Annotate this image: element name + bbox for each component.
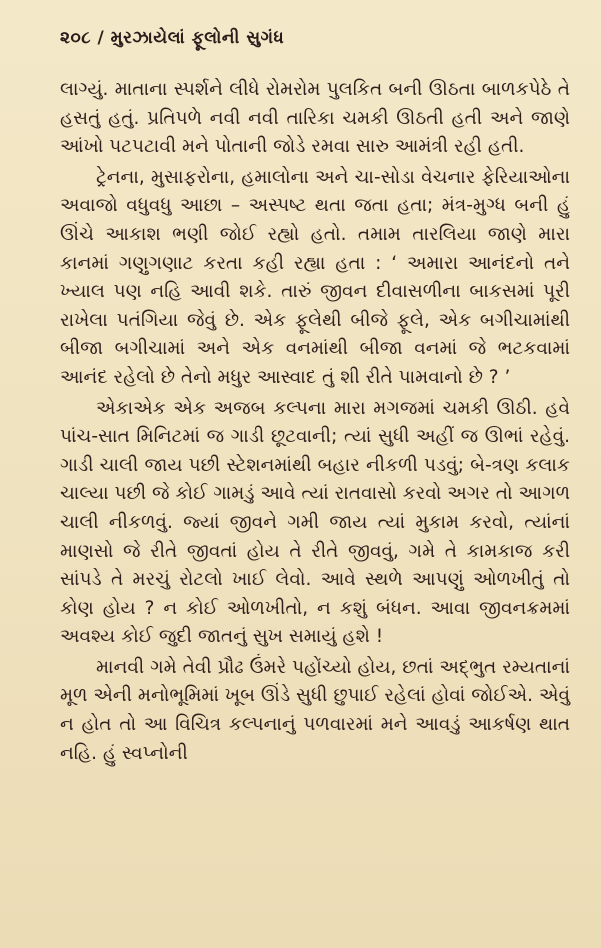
paragraph-1: લાગ્યું. માતાના સ્પર્શને લીધે રોમરોમ પુલકિત બની ઊઠતા બાળકપેઠે તે હસતું હતું. પ્રતિપળે નવી નવી તારિકા ચમકી ઊઠતી હતી અને જાણે આંખો પટપટાવી મને પોતાની જોડે રમવા સારુ આમંત્રી રહી હતી.: [60, 79, 570, 158]
running-head: ૨૦૮ / મુરઝાયેલાં ફૂલોની સુગંધ: [60, 28, 285, 48]
body-text: [60, 76, 570, 768]
paragraph-2: ટ્રેનના, મુસાફરોના, હમાલોના અને ચા-સોડા વેચનાર ફેરિયાઓના અવાજો વધુવધુ આછા – અસ્પષ્ટ થતા જતા હતા; મંત્ર-મુગ્ધ બની હું ઊંચે આકાશ ભણી જોઈ રહ્યો હતો. તમામ તારલિયા જાણે મારા કાનમાં ગણુગણાટ કરતા કહી રહ્યા હતા : ‘ અમારા આનંદનો તને ખ્યાલ પણ નહિ આવી શકે. તારું જીવન દીવાસળીના બાકસમાં પૂરી રાખેલા પતંગિયા જેવું છે. એક ફૂલેથી બીજે ફૂલે, એક બગીચામાંથી બીજા બગીચામાં અને એક વનમાંથી બીજા વનમાં જે ભટકવામાં આનંદ રહેલો છે તેનો મધુર આસ્વાદ તું શી રીતે પામવાનો છે ? ’: [60, 166, 570, 388]
paragraph-3: એકાએક એક અજબ કલ્પના મારા મગજમાં ચમકી ઊઠી. હવે પાંચ-સાત મિનિટમાં જ ગાડી છૂટવાની; ત્યાં સુધી અહીં જ ઊભાં રહેવું. ગાડી ચાલી જાય પછી સ્ટેશનમાંથી બહાર નીકળી પડવું; બે-ત્રણ કલાક ચાલ્યા પછી જે કોઈ ગામડું આવે ત્યાં રાતવાસો કરવો અગર તો આગળ ચાલી નીકળવું. જ્યાં જીવને ગમી જાય ત્યાં મુકામ કરવો, ત્યાંનાં માણસો જે રીતે જીવતાં હોય તે રીતે જીવવું, ગમે તે કામકાજ કરી સાંપડે તે મરચું રોટલો ખાઈ લેવો. આવે સ્થળે આપણું ઓળખીતું તો કોણ હોય ? ન કોઈ ઓળખીતો, ન કશું બંધન. આવા જીવનક્રમમાં અવશ્ય કોઈ જુદી જાતનું સુખ સમાયું હશે !: [60, 397, 570, 648]
paragraph-4: માનવી ગમે તેવી પ્રૌઢ ઉંમરે પહોંચ્યો હોય, છતાં અદ્ભુત રમ્યતાનાં મૂળ એની મનોભૂમિમાં ખૂબ ઊંડે સુધી છુપાઈ રહેલાં હોવાં જોઈએ. એવું ન હોત તો આ વિચિત્ર કલ્પનાનું પળવારમાં મને આવડું આકર્ષણ થાત નહિ. હું સ્વપ્નોની: [60, 656, 570, 764]
